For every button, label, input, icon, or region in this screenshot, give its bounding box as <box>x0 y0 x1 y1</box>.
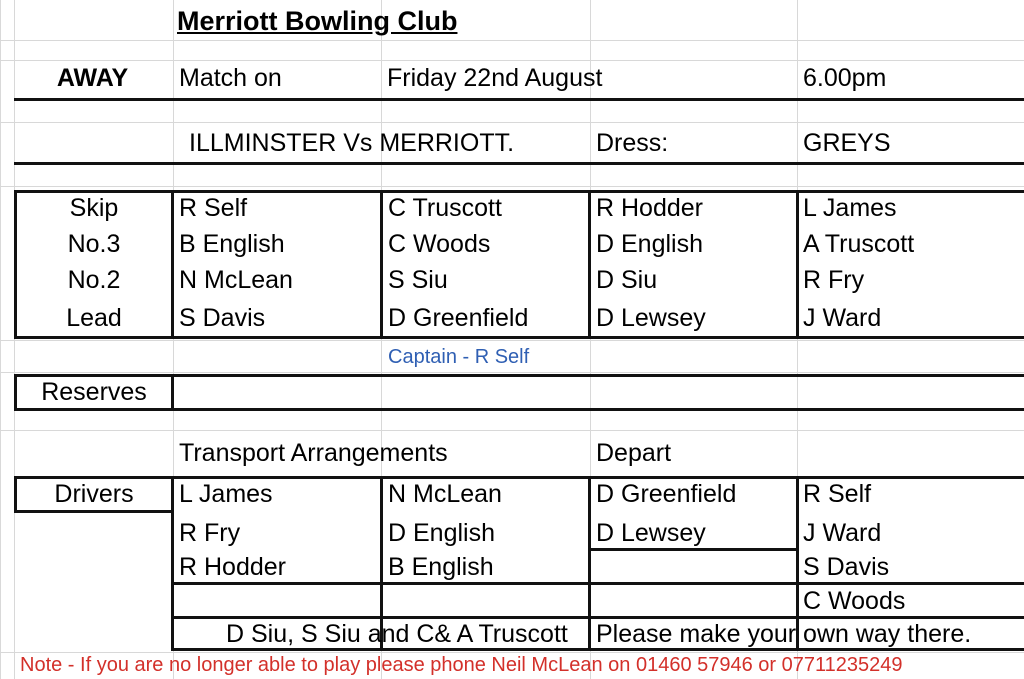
own-way-text: Please make your own way there. <box>596 620 972 648</box>
player-cell: J Ward <box>803 304 882 332</box>
player-cell: R Hodder <box>596 194 703 222</box>
player-cell: C Woods <box>388 230 491 258</box>
player-cell: A Truscott <box>803 230 915 258</box>
player-cell: N McLean <box>179 266 293 294</box>
gridline <box>0 430 1024 431</box>
driver-cell: J Ward <box>803 519 882 547</box>
border <box>588 476 591 650</box>
driver-cell: C Woods <box>803 587 906 615</box>
player-cell: R Fry <box>803 266 865 294</box>
driver-cell: D Lewsey <box>596 519 706 547</box>
border <box>14 476 1024 479</box>
border <box>171 476 174 650</box>
position-label: No.3 <box>67 230 121 258</box>
reserves-label: Reserves <box>41 378 147 406</box>
page-title: Merriott Bowling Club <box>177 6 458 36</box>
gridline <box>0 652 1024 653</box>
depart-label: Depart <box>596 439 672 467</box>
border <box>380 190 383 339</box>
border <box>14 190 1024 193</box>
border <box>14 374 1024 377</box>
gridline <box>0 40 1024 41</box>
border <box>14 510 174 513</box>
border <box>171 648 1024 651</box>
player-cell: B English <box>179 230 285 258</box>
driver-cell: N McLean <box>388 480 502 508</box>
border <box>171 190 174 339</box>
transport-label: Transport Arrangements <box>179 439 448 467</box>
match-on-label: Match on <box>179 64 282 92</box>
border <box>14 98 1024 101</box>
player-cell: D Siu <box>596 266 658 294</box>
border <box>171 582 1024 585</box>
border <box>588 190 591 339</box>
position-label: Skip <box>69 194 119 222</box>
border <box>14 162 1024 165</box>
border <box>14 336 1024 339</box>
player-cell: R Self <box>179 194 248 222</box>
dress-label: Dress: <box>596 129 669 157</box>
driver-cell: L James <box>179 480 273 508</box>
driver-cell: S Davis <box>803 553 890 581</box>
border <box>796 190 799 339</box>
player-cell: C Truscott <box>388 194 502 222</box>
position-label: No.2 <box>67 266 121 294</box>
fixture-title: ILLMINSTER Vs MERRIOTT. <box>189 129 515 157</box>
driver-cell: R Fry <box>179 519 241 547</box>
gridline <box>0 340 1024 341</box>
gridline <box>0 60 1024 61</box>
gridline <box>0 122 1024 123</box>
match-date: Friday 22nd August <box>387 64 603 92</box>
border <box>171 374 174 411</box>
player-cell: D Lewsey <box>596 304 706 332</box>
own-way-names: D Siu, S Siu and C& A Truscott <box>226 620 568 648</box>
drivers-label: Drivers <box>54 480 134 508</box>
player-cell: D Greenfield <box>388 304 529 332</box>
driver-cell: B English <box>388 553 494 581</box>
border <box>14 408 1024 411</box>
dress-value: GREYS <box>803 129 891 157</box>
border <box>171 616 1024 619</box>
gridline <box>0 186 1024 187</box>
footer-note: Note - If you are no longer able to play please phone Neil McLean on 01460 57946 or 07711235249 <box>20 654 903 676</box>
player-cell: S Davis <box>179 304 266 332</box>
border <box>588 548 798 551</box>
gridline <box>0 372 1024 373</box>
driver-cell: R Hodder <box>179 553 286 581</box>
driver-cell: R Self <box>803 480 872 508</box>
captain-note: Captain - R Self <box>388 346 530 368</box>
driver-cell: D Greenfield <box>596 480 737 508</box>
player-cell: D English <box>596 230 703 258</box>
match-time: 6.00pm <box>803 64 887 92</box>
driver-cell: D English <box>388 519 495 547</box>
position-label: Lead <box>66 304 122 332</box>
player-cell: L James <box>803 194 897 222</box>
player-cell: S Siu <box>388 266 448 294</box>
away-label: AWAY <box>56 64 129 92</box>
